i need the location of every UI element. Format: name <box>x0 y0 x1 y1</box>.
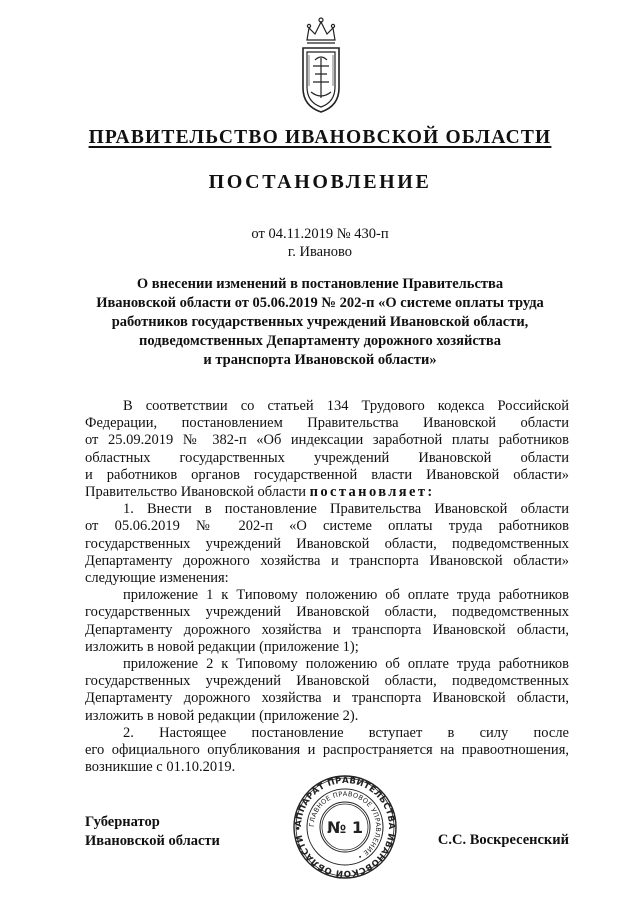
body-line: Федерации, постановлением Правительства Ивановской области <box>85 415 569 432</box>
body-line: приложение 1 к Типовому положению об оплате труда работников <box>123 587 569 604</box>
resolves-line <box>85 484 569 501</box>
body-line: возникшие с 01.10.2019. <box>85 759 236 776</box>
document-type: ПОСТАНОВЛЕНИЕ <box>208 171 432 193</box>
subject-line: работников государственных учреждений Ивановской области, <box>111 314 529 330</box>
body-line: Департаменту дорожного хозяйства и транспорта Ивановской области, <box>85 690 569 707</box>
subject-line: подведомственных Департаменту дорожного хозяйства <box>139 333 501 349</box>
body-line: Департаменту дорожного хозяйства и транспорта Ивановской области, <box>85 621 569 638</box>
body-line: приложение 2 к Типовому положению об оплате труда работников <box>123 656 569 673</box>
city: г. Иваново <box>287 244 353 260</box>
seal-outer-text: АППАРАТ ПРАВИТЕЛЬСТВА ИВАНОВСКОЙ ОБЛАСТИ • <box>293 775 397 879</box>
seal-inner-text: ГЛАВНОЕ ПРАВОВОЕ УПРАВЛЕНИЕ • <box>307 789 383 862</box>
body-line: государственных учреждений Ивановской области, подведомственных <box>85 673 569 690</box>
body-line: изложить в новой редакции (приложение 1); <box>85 638 359 655</box>
document-body <box>85 398 569 776</box>
body-line: государственных учреждений Ивановской области, подведомственных <box>85 535 569 552</box>
body-line: 1. Внести в постановление Правительства Ивановской области <box>123 501 569 518</box>
official-seal-stamp <box>293 775 397 879</box>
body-line: государственных учреждений Ивановской области, подведомственных <box>85 604 569 621</box>
date-and-number: от 04.11.2019 № 430-п <box>251 226 389 242</box>
body-line: следующие изменения: <box>85 570 229 587</box>
seal-number: № 1 <box>327 818 363 837</box>
signatory-title-line: Ивановской области <box>85 833 220 849</box>
body-line: 2. Настоящее постановление вступает в силу после <box>123 724 569 741</box>
signatory-title-line: Губернатор <box>85 814 160 830</box>
body-line: Департаменту дорожного хозяйства и транспорта Ивановской области» <box>85 552 569 569</box>
signatory-title <box>85 813 220 851</box>
subject-line: и транспорта Ивановской области» <box>203 352 437 368</box>
body-line: от 25.09.2019 № 382-п «Об индексации заработной платы работников <box>85 432 569 449</box>
resolves-word: постановляет: <box>309 484 435 501</box>
resolves-prefix: Правительство Ивановской области <box>85 484 310 501</box>
body-line: его официального опубликования и распространяется на правоотношения, <box>85 742 569 759</box>
body-line: и работников органов государственной власти Ивановской области» <box>85 466 569 483</box>
body-line: изложить в новой редакции (приложение 2). <box>85 707 359 724</box>
body-line: В соответствии со статьей 134 Трудового кодекса Российской <box>123 398 569 414</box>
organization-title: ПРАВИТЕЛЬСТВО ИВАНОВСКОЙ ОБЛАСТИ <box>88 127 552 148</box>
subject-line: Ивановской области от 05.06.2019 № 202-п «О системе оплаты труда <box>96 295 544 311</box>
coat-of-arms-emblem <box>295 10 347 118</box>
body-line: областных государственных учреждений Ивановской области <box>85 449 569 466</box>
body-line: от 05.06.2019 № 202-п «О системе оплаты труда работников <box>85 518 569 535</box>
document-subject <box>60 275 580 370</box>
signatory-name: С.С. Воскресенский <box>437 832 569 848</box>
subject-line: О внесении изменений в постановление Правительства <box>136 276 504 292</box>
